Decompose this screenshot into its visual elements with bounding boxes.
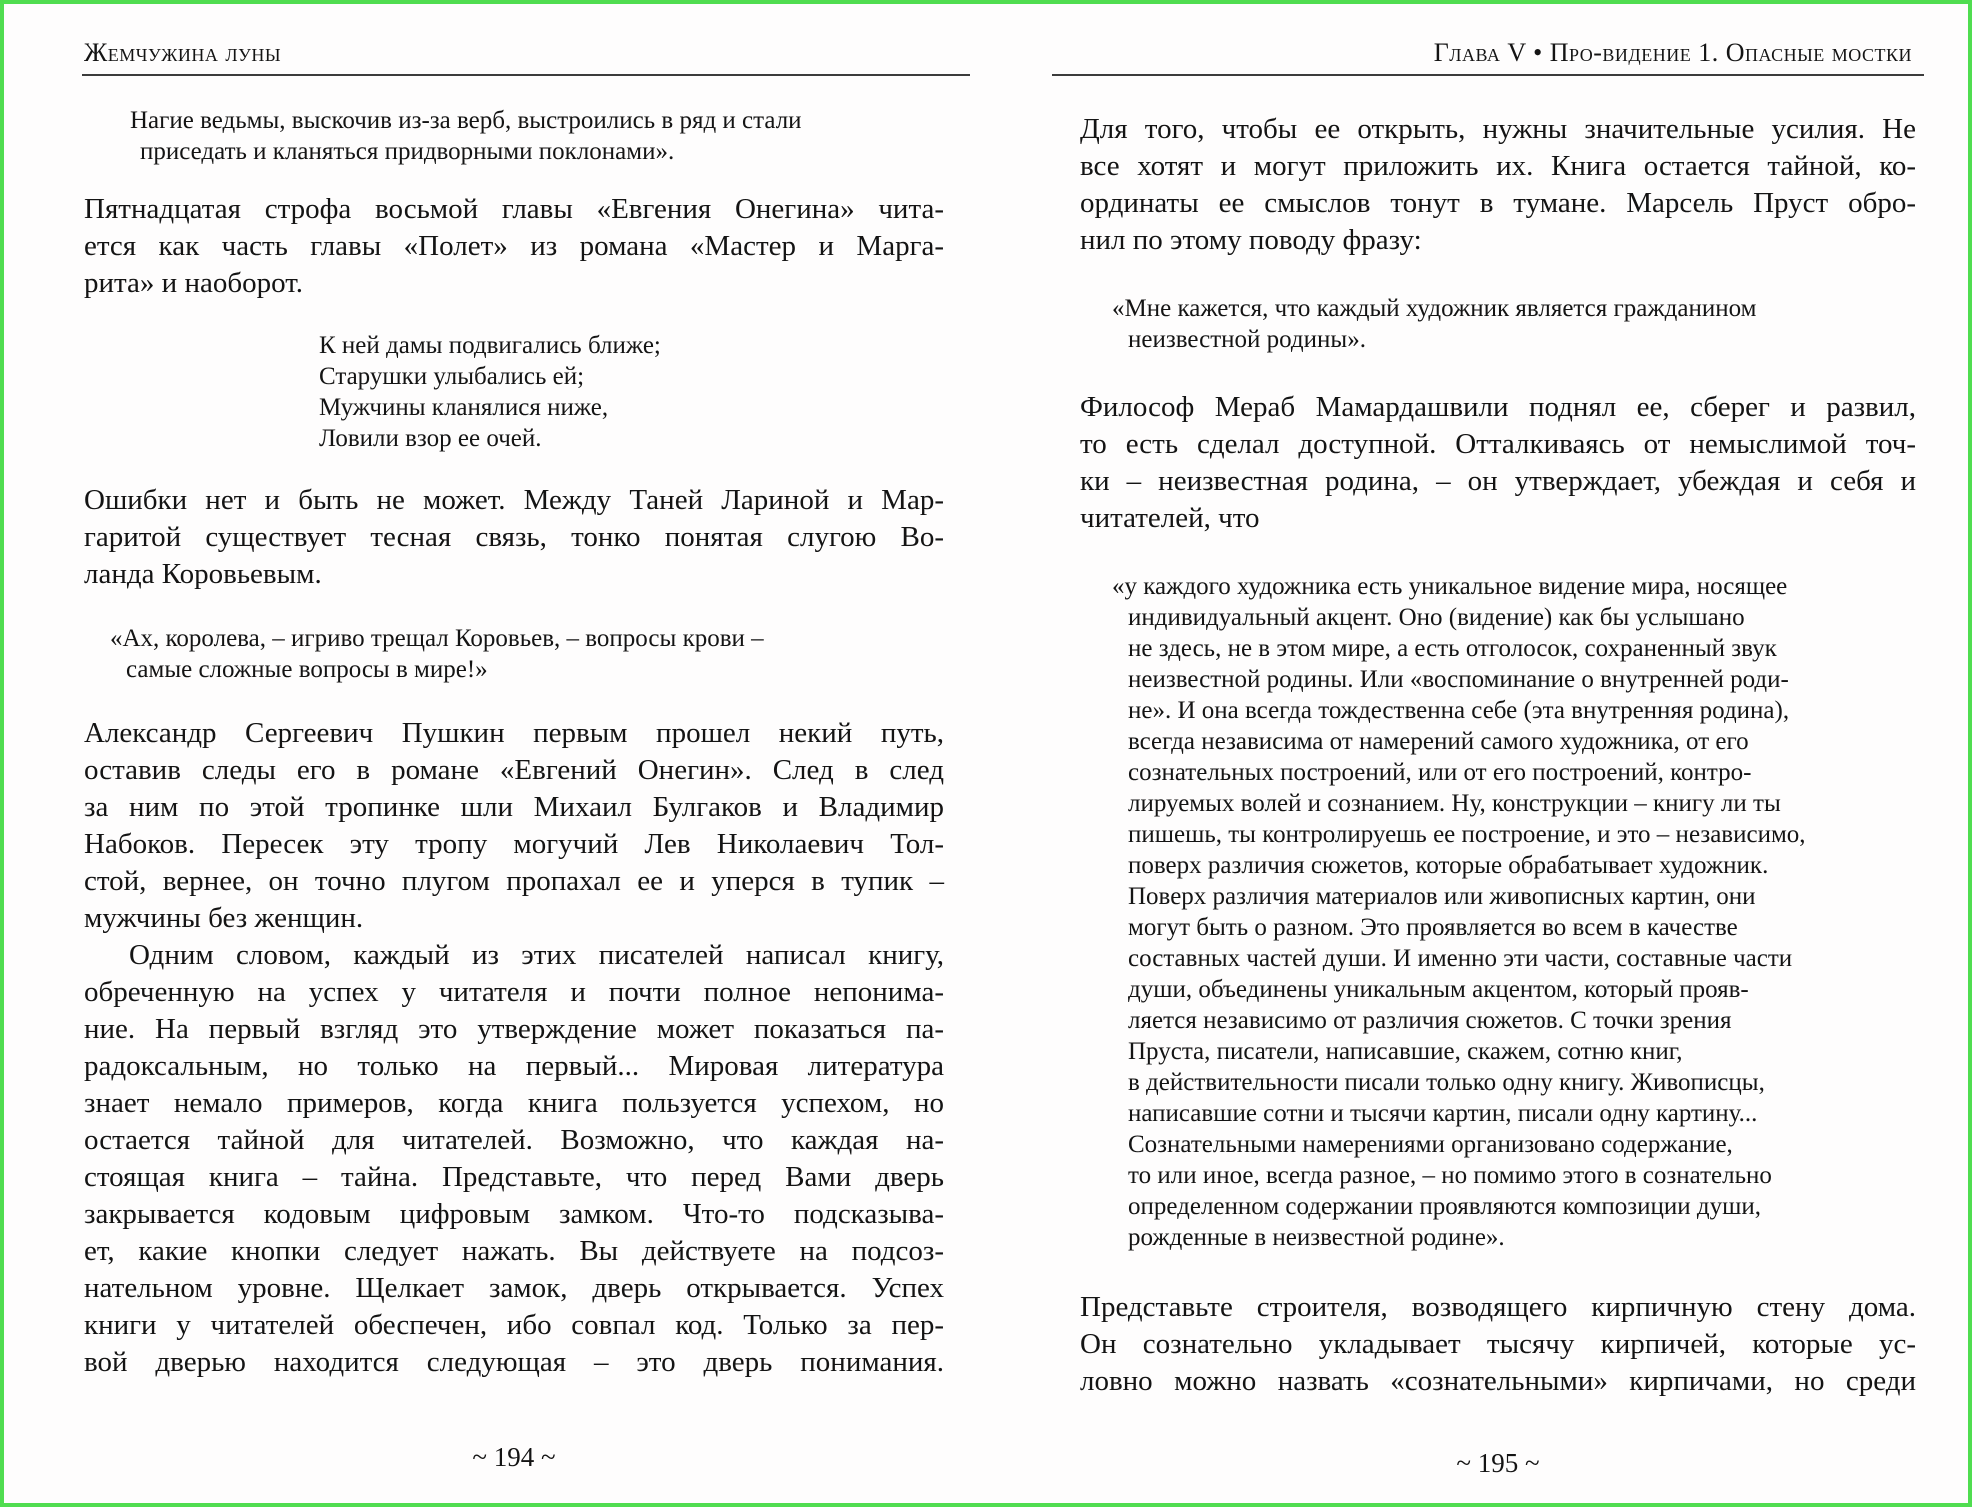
text-line: стоящая книга – тайна. Представьте, что перед Вами дверь — [84, 1161, 944, 1193]
quote-witches — [84, 105, 944, 167]
page-195-body — [1080, 99, 1916, 1400]
text-line: то или иное, всегда разное, – но помимо этого в сознательно — [1128, 1162, 1772, 1189]
running-header-left: Жемчужина луны — [84, 38, 282, 67]
para-mamardashvili — [1080, 389, 1916, 537]
text-line: радоксальным, но только на первый... Мировая литература — [84, 1050, 944, 1082]
para-larina-margarita — [84, 482, 944, 593]
text-line: ет, какие кнопки следует нажать. Вы действуете на подсоз- — [84, 1235, 944, 1267]
text-line: Ошибки нет и быть не может. Между Таней Лариной и Мар- — [84, 484, 944, 516]
text-line: Ловили взор ее очей. — [319, 425, 542, 452]
text-line: неизвестной родины. Или «воспоминание о внутренней роди- — [1128, 666, 1789, 693]
text-line: написавшие сотни и тысячи картин, писали одну картину... — [1128, 1100, 1758, 1127]
page-number-195: ~ 195 ~ — [1456, 1448, 1540, 1478]
text-line: «Ах, королева, – игриво трещал Коровьев, – вопросы крови – — [110, 625, 764, 652]
text-line: все хотят и могут приложить их. Книга остается тайной, ко- — [1080, 150, 1916, 182]
text-line: пишешь, ты контролируешь ее построение, и это – независимо, — [1128, 821, 1806, 848]
text-line: вой дверью находится следующая – это дверь понимания. — [84, 1346, 944, 1378]
text-line: мужчины без женщин. — [84, 902, 364, 934]
text-line: не». И она всегда тождественна себе (эта внутренняя родина), — [1128, 697, 1790, 724]
text-line: Пятнадцатая строфа восьмой главы «Евгения Онегина» чита- — [84, 193, 944, 225]
text-line: поверх различия сюжетов, которые обрабатывает художник. — [1128, 852, 1769, 879]
text-line: неизвестной родины». — [1128, 326, 1366, 353]
text-line: остается тайной для читателей. Возможно, что каждая на- — [84, 1124, 944, 1156]
header-rule-right — [1052, 74, 1924, 76]
text-line: Философ Мераб Мамардашвили поднял ее, сберег и развил, — [1080, 391, 1916, 423]
text-line: определенном содержании проявляются композиции души, — [1128, 1193, 1761, 1220]
quote-proust — [1080, 293, 1916, 355]
text-line: Для того, чтобы ее открыть, нужны значительные усилия. Не — [1080, 113, 1916, 145]
text-line: индивидуальный акцент. Оно (видение) как бы услышано — [1128, 604, 1745, 631]
text-line: ловно можно назвать «сознательными» кирпичами, но среди — [1080, 1365, 1916, 1397]
text-line: Александр Сергеевич Пушкин первым прошел некий путь, — [84, 717, 944, 749]
text-line: ется как часть главы «Полет» из романа «Мастер и Марга- — [84, 230, 944, 262]
text-line: стой, вернее, он точно плугом пропахал ее и уперся в тупик – — [84, 865, 944, 897]
text-line: Одним словом, каждый из этих писателей написал книгу, — [129, 939, 944, 971]
quote-koroviev — [84, 623, 944, 685]
text-line: К ней дамы подвигались ближе; — [319, 332, 661, 359]
text-line: лируемых волей и сознанием. Ну, конструкции – книгу ли ты — [1128, 790, 1781, 817]
text-line: Сознательными намерениями организовано содержание, — [1128, 1131, 1733, 1158]
text-line: за ним по этой тропинке шли Михаил Булгаков и Владимир — [84, 791, 944, 823]
text-line: Набоков. Пересек эту тропу могучий Лев Николаевич Тол- — [84, 828, 944, 860]
text-line: нательном уровне. Щелкает замок, дверь открывается. Успех — [84, 1272, 944, 1304]
para-pushkin-path — [84, 715, 944, 937]
text-line: Поверх различия материалов или живописных картин, они — [1128, 883, 1756, 910]
text-line: закрывается кодовым цифровым замком. Что-то подсказыва- — [84, 1198, 944, 1230]
running-header-right: Глава V • Про-видение 1. Опасные мостки — [1433, 38, 1912, 67]
text-line: Старушки улыбались ей; — [319, 363, 585, 390]
text-line: Пруста, писатели, написавшие, скажем, сотню книг, — [1128, 1038, 1683, 1065]
text-line: Представьте строителя, возводящего кирпичную стену дома. — [1080, 1291, 1916, 1323]
text-line: рита» и наоборот. — [84, 267, 303, 299]
para-open-book — [1080, 111, 1916, 259]
text-line: ляется независимо от различия сюжетов. С точки зрения — [1128, 1007, 1732, 1034]
text-line: нил по этому поводу фразу: — [1080, 224, 1422, 256]
text-line: рожденные в неизвестной родине». — [1128, 1224, 1505, 1251]
text-line: читателей, что — [1080, 502, 1260, 534]
text-line: в действительности писали только одну книгу. Живописцы, — [1128, 1069, 1765, 1096]
text-line: души, объединены уникальным акцентом, который прояв- — [1128, 976, 1749, 1003]
header-rule-left — [82, 74, 970, 76]
verse-onegin — [319, 330, 944, 454]
text-line: книги у читателей обеспечен, ибо совпал код. Только за пер- — [84, 1309, 944, 1341]
text-line: ланда Коровьевым. — [84, 558, 322, 590]
text-line: ординаты ее смыслов тонут в тумане. Марсель Пруст обро- — [1080, 187, 1916, 219]
quote-unknown-homeland — [1080, 571, 1916, 1253]
text-line: могут быть о разном. Это проявляется во всем в качестве — [1128, 914, 1738, 941]
text-line: приседать и кланяться придворными поклонами». — [140, 138, 675, 165]
text-line: не здесь, не в этом мире, а есть отголосок, сохраненный звук — [1128, 635, 1777, 662]
text-line: всегда независима от намерений самого художника, от его — [1128, 728, 1749, 755]
text-line: «у каждого художника есть уникальное видение мира, носящее — [1112, 573, 1788, 600]
page-number-194: ~ 194 ~ — [472, 1442, 556, 1472]
para-builder — [1080, 1289, 1916, 1400]
text-line: Он сознательно укладывает тысячу кирпичей, которые ус- — [1080, 1328, 1916, 1360]
text-line: ки – неизвестная родина, – он утверждает, убеждая и себя и — [1080, 465, 1916, 497]
para-onegin-stanza — [84, 191, 944, 302]
text-line: гаритой существует тесная связь, тонко понятая слугою Во- — [84, 521, 944, 553]
text-line: Нагие ведьмы, выскочив из-за верб, выстроились в ряд и стали — [130, 107, 802, 134]
text-line: ние. На первый взгляд это утверждение может показаться па- — [84, 1013, 944, 1045]
text-line: Мужчины кланялися ниже, — [319, 394, 609, 421]
text-line: самые сложные вопросы в мире!» — [126, 656, 488, 683]
text-line: то есть сделал доступной. Отталкиваясь от немыслимой точ- — [1080, 428, 1916, 460]
text-line: сознательных построений, или от его построений, контро- — [1128, 759, 1752, 786]
text-line: составных частей души. И именно эти части, составные части — [1128, 945, 1793, 972]
text-line: оставив следы его в романе «Евгений Онегин». След в след — [84, 754, 944, 786]
text-line: «Мне кажется, что каждый художник является гражданином — [1112, 295, 1757, 322]
page-194-body — [84, 99, 944, 1381]
text-line: знает немало примеров, когда книга пользуется успехом, но — [84, 1087, 944, 1119]
text-line: обреченную на успех у читателя и почти полное непонима- — [84, 976, 944, 1008]
para-one-word — [84, 937, 944, 1381]
